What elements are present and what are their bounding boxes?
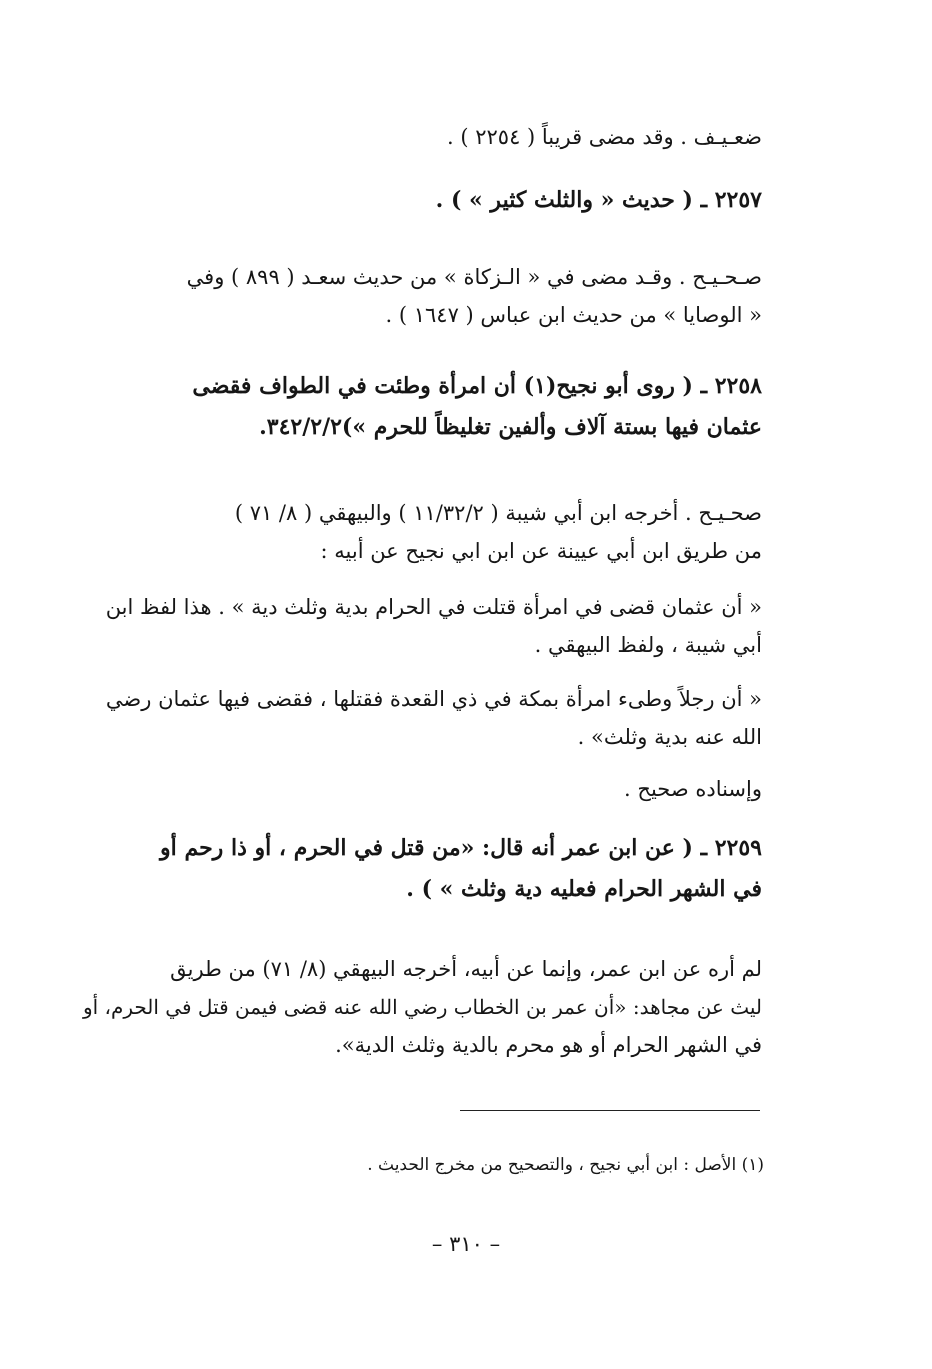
text-line: أبي شيبة ، ولفظ البيهقي .	[534, 633, 762, 657]
quote-uthman-ruling	[80, 588, 762, 664]
text-line: ضعـيـف . وقد مضى قريباً ( ٢٢٥٤ ) .	[447, 125, 762, 149]
text-line: في الشهر الحرام فعليه دية وثلث » ) .	[406, 876, 762, 902]
paragraph-not-from-ibn-umar	[80, 950, 762, 1064]
text-line: ليث عن مجاهد: «أن عمر بن الخطاب رضي الله عنه قضى فيمن قتل في الحرم، أو	[82, 995, 762, 1019]
paragraph-isnad-sahih	[80, 770, 762, 808]
text-line: لم أره عن ابن عمر، وإنما عن أبيه، أخرجه البيهقي (٨/ ٧١) من طريق	[170, 957, 762, 981]
text-line: ٢٢٥٨ ـ ( روى أبو نجيح(١) أن امرأة وطئت في الطواف فقضى	[192, 373, 762, 399]
text-line: الله عنه بدية وثلث» .	[577, 725, 762, 749]
text-line: وإسناده صحيح .	[624, 777, 762, 801]
footnote: (١) الأصل : ابن أبي نجيح ، والتصحيح من مخرج الحديث .	[367, 1155, 764, 1175]
text-line: ٢٢٥٧ ـ ( حديث « والثلث كثير » ) .	[435, 187, 762, 213]
text-line: صـحـيـح . وقـد مضى في « الـزكاة » من حديث سعـد ( ٨٩٩ ) وفي	[186, 265, 762, 289]
text-line: « أن رجلاً وطىء امرأة بمكة في ذي القعدة فقتلها ، فقضى فيها عثمان رضي	[105, 687, 762, 711]
text-line: من طريق ابن أبي عيينة عن ابن ابي نجيح عن أبيه :	[320, 539, 762, 563]
text-line: في الشهر الحرام أو هو محرم بالدية وثلث الدية».	[335, 1033, 762, 1057]
hadith-2259	[80, 828, 762, 910]
page-number: – ٣١٠ –	[431, 1232, 501, 1256]
text-line: « أن عثمان قضى في امرأة قتلت في الحرام بدية وثلث دية » . هذا لفظ ابن	[105, 595, 762, 619]
hadith-2258	[80, 366, 762, 448]
paragraph-sahih-zakat	[80, 258, 762, 334]
footnote-divider	[460, 1110, 760, 1111]
text-line: صحـيـح . أخرجه ابن أبي شيبة ( ١١/٣٢/٢ ) والبيهقي ( ٨/ ٧١ )	[234, 501, 762, 525]
paragraph-sahih-ibn-abi-shaybah	[80, 494, 762, 570]
paragraph-weak-grading	[80, 118, 762, 156]
hadith-2257	[80, 180, 762, 221]
quote-bayhaqi-wording	[80, 680, 762, 756]
text-line: ٢٢٥٩ ـ ( عن ابن عمر أنه قال: «من قتل في الحرم ، أو ذا رحم أو	[160, 835, 762, 861]
text-line: عثمان فيها بستة آلاف وألفين تغليظاً للحرم »)٣٤٢/٢/٢.	[259, 414, 762, 440]
text-line: « الوصايا » من حديث ابن عباس ( ١٦٤٧ ) .	[385, 303, 762, 327]
